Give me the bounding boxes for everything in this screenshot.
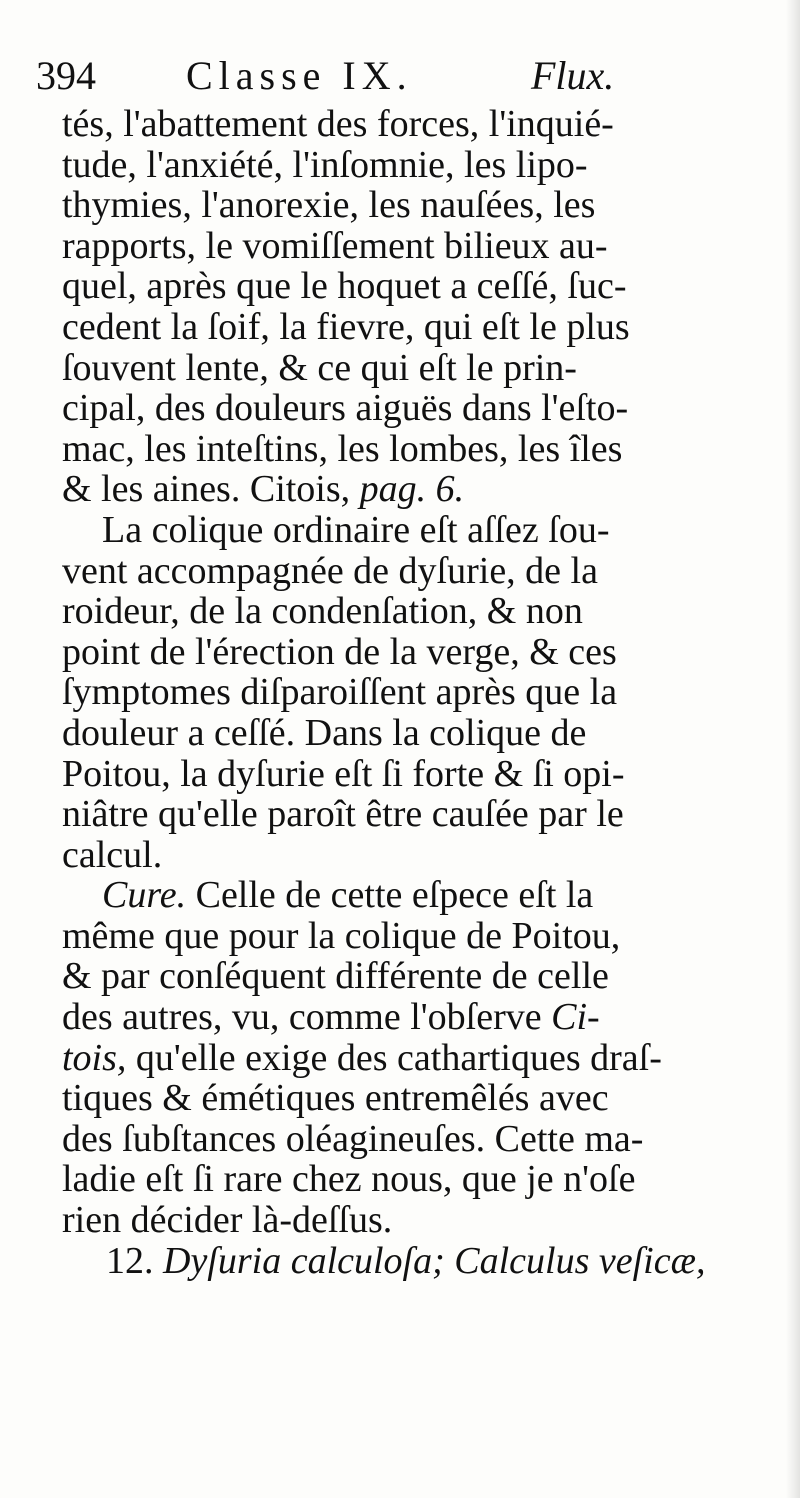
next-entry-heading bbox=[62, 1241, 762, 1282]
paragraph-start-line bbox=[62, 875, 762, 916]
text-line: douleur a ceſſé. Dans la colique de bbox=[62, 711, 587, 754]
text-line: vent accompagnée de dyſurie, de la bbox=[62, 549, 598, 592]
paragraph-start-line: La colique ordinaire eſt aſſez ſou- bbox=[102, 508, 610, 551]
text-line: quel, après que le hoquet a ceſſé, ſuc- bbox=[62, 265, 627, 308]
entry-number: 12. bbox=[106, 1239, 163, 1282]
text-line: des ſubſtances oléagineuſes. Cette ma- bbox=[62, 1117, 644, 1160]
text-line: ladie eſt ſi rare chez nous, que je n'oſe bbox=[62, 1158, 636, 1201]
line-text: qu'elle exige des cathartiques draſ- bbox=[126, 1036, 662, 1079]
body-text bbox=[62, 104, 762, 1281]
running-header bbox=[36, 48, 776, 104]
text-line: point de l'érection de la verge, & ces bbox=[62, 630, 617, 673]
text-line: thymies, l'anorexie, les nauſées, les bbox=[62, 184, 596, 227]
page-reference: pag. 6. bbox=[359, 468, 465, 511]
text-line: mac, les inteſtins, les lombes, les îles bbox=[62, 427, 623, 470]
line-text: des autres, vu, comme l'obſerve bbox=[62, 996, 552, 1039]
entry-title: Dyſuria calculoſa; Calculus veſicæ, bbox=[163, 1239, 706, 1282]
text-line: niâtre qu'elle paroît être cauſée par le bbox=[62, 793, 624, 836]
text-line bbox=[62, 469, 762, 510]
text-line: rapports, le vomiſſement bilieux au- bbox=[62, 224, 608, 267]
section-label: Flux. bbox=[531, 53, 615, 98]
text-line: tiques & émétiques entremêlés avec bbox=[62, 1077, 609, 1120]
cure-label: Cure. bbox=[102, 874, 187, 917]
text-line: ſouvent lente, & ce qui eſt le prin- bbox=[62, 346, 577, 389]
line-text: & les aines. Citois, bbox=[62, 468, 360, 511]
author-name: Ci- bbox=[551, 996, 600, 1039]
text-line: calcul. bbox=[62, 833, 163, 876]
author-name: tois, bbox=[62, 1036, 127, 1079]
text-line: tude, l'anxiété, l'inſomnie, les lipo- bbox=[62, 143, 588, 186]
text-line: roideur, de la condenſation, & non bbox=[62, 590, 583, 633]
text-line: rien décider là-deſſus. bbox=[62, 1199, 393, 1242]
text-line bbox=[62, 1038, 762, 1079]
text-line: tés, l'abattement des forces, l'inquié- bbox=[62, 103, 614, 145]
text-line: même que pour la colique de Poitou, bbox=[62, 914, 621, 957]
text-line: cipal, des douleurs aiguës dans l'eſto- bbox=[62, 387, 629, 430]
page-number: 394 bbox=[36, 53, 96, 98]
text-line: Poitou, la dyſurie eſt ſi forte & ſi opi- bbox=[62, 752, 625, 795]
class-label: Classe IX. bbox=[186, 53, 413, 98]
text-line bbox=[62, 997, 762, 1038]
text-line: & par conſéquent différente de celle bbox=[62, 955, 609, 998]
text-line: ſymptomes diſparoiſſent après que la bbox=[62, 671, 618, 714]
text-line: cedent la ſoif, la fievre, qui eſt le plus bbox=[62, 305, 630, 348]
line-text: Celle de cette eſpece eſt la bbox=[186, 874, 594, 917]
page-edge-shadow bbox=[786, 0, 800, 1498]
